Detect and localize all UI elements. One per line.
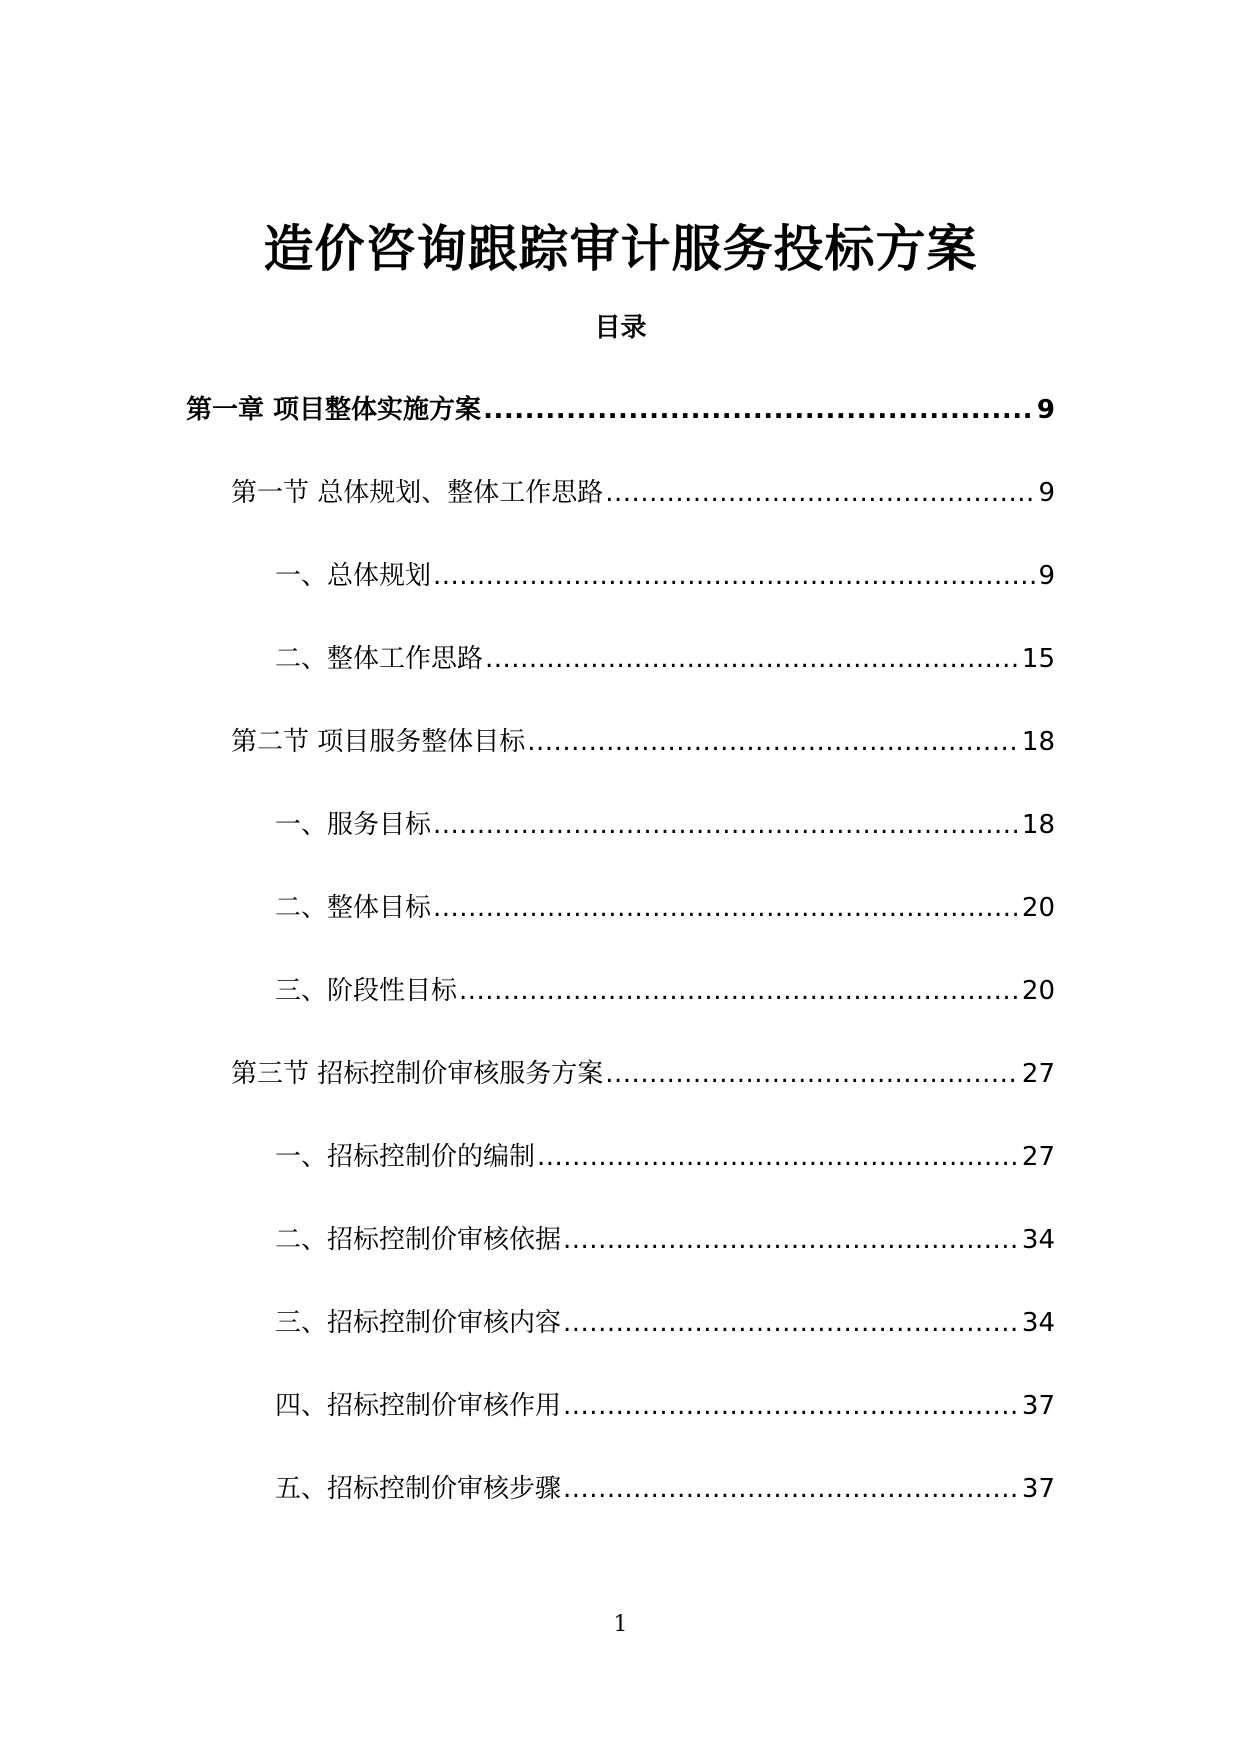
- toc-entry-text: 三、阶段性目标: [275, 976, 458, 1006]
- toc-entry-page: 20: [1021, 976, 1055, 1006]
- toc-entry-text: 一、总体规划: [275, 561, 432, 591]
- toc-entry-chapter-1[interactable]: [186, 390, 1055, 430]
- toc-heading: 目录: [594, 313, 647, 343]
- toc-dot-leader: [563, 1303, 1020, 1343]
- toc-entry-text: 一、招标控制价的编制: [275, 1142, 536, 1172]
- toc-entry-text: 第一节 总体规划、整体工作思路: [231, 478, 604, 508]
- toc-entry-text: 五、招标控制价审核步骤: [275, 1474, 562, 1504]
- toc-entry-page: 18: [1021, 727, 1055, 757]
- toc-entry-page: 37: [1021, 1474, 1055, 1504]
- page-number: 1: [613, 1612, 628, 1637]
- toc-entry-page: 18: [1021, 810, 1055, 840]
- toc-entry-item[interactable]: [275, 1303, 1055, 1343]
- toc-entry-text: 二、招标控制价审核依据: [275, 1225, 562, 1255]
- toc-entry-text: 一、服务目标: [275, 810, 432, 840]
- toc-entry-section-3[interactable]: [231, 1054, 1055, 1094]
- toc-dot-leader: [433, 805, 1020, 845]
- toc-entry-text: 第二节 项目服务整体目标: [231, 727, 526, 757]
- toc-dot-leader: [605, 473, 1036, 513]
- toc-entry-text: 二、整体目标: [275, 893, 432, 923]
- toc-dot-leader: [563, 1469, 1020, 1509]
- toc-dot-leader: [459, 971, 1020, 1011]
- toc-entry-page: 27: [1021, 1059, 1055, 1089]
- toc-entry-page: 34: [1021, 1308, 1055, 1338]
- toc-entry-page: 9: [1038, 561, 1055, 591]
- toc-entry-item[interactable]: [275, 805, 1055, 845]
- toc-dot-leader: [433, 888, 1020, 928]
- toc-entry-item[interactable]: [275, 556, 1055, 596]
- toc-entry-item[interactable]: [275, 1220, 1055, 1260]
- toc-dot-leader: [537, 1137, 1020, 1177]
- toc-entry-section-2[interactable]: [231, 722, 1055, 762]
- toc-entry-text: 第三节 招标控制价审核服务方案: [231, 1059, 604, 1089]
- toc-entry-page: 15: [1021, 644, 1055, 674]
- toc-entry-item[interactable]: [275, 888, 1055, 928]
- toc-dot-leader: [483, 390, 1035, 430]
- toc-entry-item[interactable]: [275, 1137, 1055, 1177]
- toc-entry-page: 27: [1021, 1142, 1055, 1172]
- toc-entry-text: 第一章 项目整体实施方案: [186, 395, 482, 425]
- toc-entry-page: 20: [1021, 893, 1055, 923]
- toc-entry-item[interactable]: [275, 971, 1055, 1011]
- toc-entry-section-1[interactable]: [231, 473, 1055, 513]
- toc-entry-item[interactable]: [275, 639, 1055, 679]
- toc-entry-page: 34: [1021, 1225, 1055, 1255]
- toc-entry-item[interactable]: [275, 1386, 1055, 1426]
- toc-entry-text: 四、招标控制价审核作用: [275, 1391, 562, 1421]
- toc-entry-page: 9: [1036, 395, 1055, 425]
- toc-entry-text: 二、整体工作思路: [275, 644, 484, 674]
- toc-dot-leader: [563, 1386, 1020, 1426]
- document-title: 造价咨询跟踪审计服务投标方案: [263, 219, 978, 278]
- toc-entry-item[interactable]: [275, 1469, 1055, 1509]
- toc-dot-leader: [605, 1054, 1020, 1094]
- toc-dot-leader: [433, 556, 1036, 596]
- toc-dot-leader: [485, 639, 1020, 679]
- toc-entry-text: 三、招标控制价审核内容: [275, 1308, 562, 1338]
- toc-entry-page: 37: [1021, 1391, 1055, 1421]
- toc-dot-leader: [527, 722, 1020, 762]
- toc-entry-page: 9: [1038, 478, 1055, 508]
- toc-dot-leader: [563, 1220, 1020, 1260]
